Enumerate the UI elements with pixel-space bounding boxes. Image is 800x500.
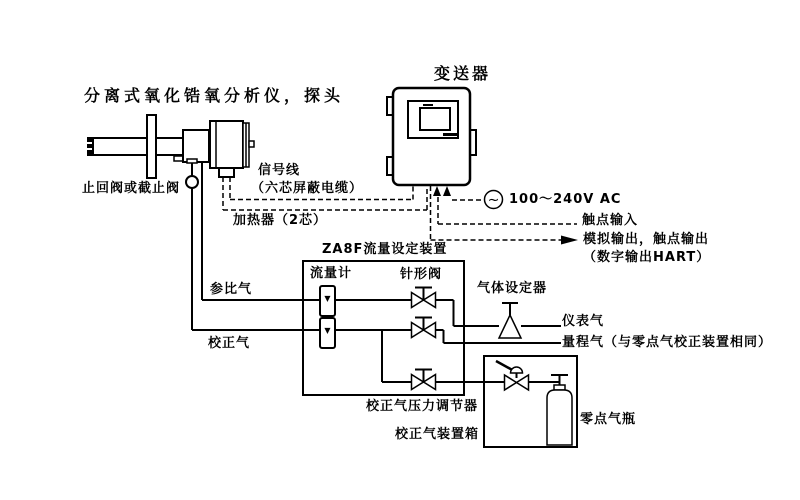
- check-valve-label: 止回阀或截止阀: [82, 181, 181, 196]
- probe-cable-gland: [219, 168, 234, 177]
- transmitter-screen: [420, 108, 450, 130]
- probe-head-nub: [249, 141, 254, 147]
- probe-gas-port: [187, 159, 197, 163]
- analog-output-label: 模拟输出，触点输出: [583, 232, 710, 247]
- input-arrow-icons: [433, 186, 451, 196]
- pressure-regulator-label: 校正气压力调节器: [366, 399, 479, 414]
- probe-flange: [147, 115, 156, 178]
- digital-output-label: （数字输出HART）: [583, 250, 711, 265]
- power-label: 100～240V AC: [509, 192, 622, 207]
- needle-valve-2-icon: [412, 318, 436, 338]
- gas-cylinder-icon: [547, 375, 572, 445]
- reference-gas-label: 参比气: [210, 282, 253, 297]
- needle-valve-label: 针形阀: [400, 267, 443, 282]
- contact-input-label: 触点输入: [582, 213, 639, 228]
- za8f-device-label: ZA8F流量设定装置: [322, 242, 448, 257]
- calibration-box-label: 校正气装置箱: [395, 427, 480, 442]
- pressure-regulator-icon: [496, 361, 529, 390]
- output-arrow-icon: [561, 236, 578, 245]
- heater-label: 加热器（2芯）: [233, 213, 328, 228]
- flowmeter-label: 流量计: [310, 266, 353, 281]
- zero-gas-cylinder-label: 零点气瓶: [580, 412, 637, 427]
- signal-line-sub-label: （六芯屏蔽电缆）: [251, 181, 364, 196]
- flowmeter-2-float: ▼: [324, 326, 331, 335]
- signal-line-label: 信号线: [258, 163, 301, 178]
- probe-junction-body: [183, 130, 209, 162]
- flowmeter-1-icon: [320, 286, 335, 316]
- needle-valve-3-icon: [412, 370, 436, 390]
- probe-terminal-head: [210, 121, 243, 168]
- needle-valve-1-icon: [412, 288, 436, 308]
- transmitter-box: [387, 88, 476, 185]
- span-gas-label: 量程气（与零点气校正装置相同）: [562, 335, 773, 350]
- flowmeter-2-icon: [320, 318, 335, 348]
- power-source-icon: [485, 191, 503, 209]
- gas-setter-icon: [499, 303, 521, 338]
- gas-setter-label: 气体设定器: [477, 281, 548, 296]
- probe-title: 分离式氧化锆氧分析仪，探头: [84, 86, 345, 105]
- probe-assembly: [87, 115, 254, 178]
- probe-tube: [93, 138, 185, 155]
- flowmeter-1-float: ▼: [324, 294, 331, 303]
- ac-wave-symbol: ~: [487, 192, 500, 209]
- calibration-gas-label: 校正气: [208, 336, 251, 351]
- check-valve-icon: [186, 176, 198, 188]
- probe-step: [174, 156, 183, 161]
- transmitter-title: 变送器: [434, 64, 492, 83]
- instrument-air-label: 仪表气: [562, 314, 605, 329]
